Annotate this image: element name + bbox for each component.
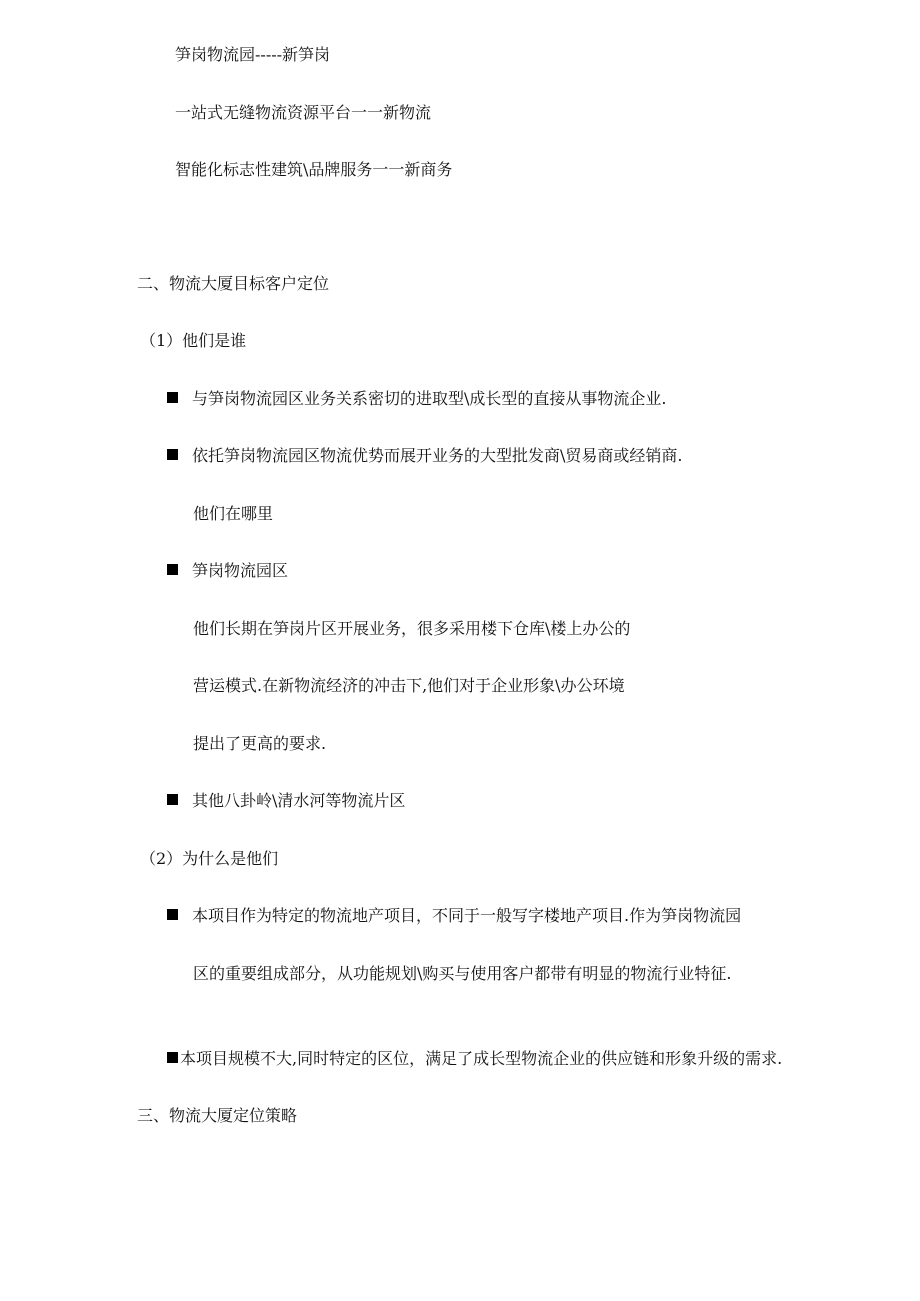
intro-line-1: 笋岗物流园-----新笋岗 <box>175 45 331 64</box>
square-bullet-icon <box>167 392 178 403</box>
paragraph-line: 营运模式.在新物流经济的冲击下,他们对于企业形象\办公环境 <box>193 676 625 695</box>
intro-line-3: 智能化标志性建筑\品牌服务一一新商务 <box>175 160 453 179</box>
subsection-1-heading: （1）他们是谁 <box>140 331 247 350</box>
square-bullet-icon <box>167 909 178 920</box>
bullet-item <box>167 1049 782 1069</box>
square-bullet-icon <box>167 794 178 805</box>
bullet-text: 其他八卦岭\清水河等物流片区 <box>192 791 406 810</box>
section-2-heading: 二、物流大厦目标客户定位 <box>137 274 330 293</box>
paragraph-line: 他们长期在笋岗片区开展业务，很多采用楼下仓库\楼上办公的 <box>193 619 631 638</box>
bullet-text: 依托笋岗物流园区物流优势而展开业务的大型批发商\贸易商或经销商. <box>192 446 683 465</box>
section-3-heading: 三、物流大厦定位策略 <box>137 1106 298 1125</box>
subsection-2-heading: （2）为什么是他们 <box>140 849 279 868</box>
square-bullet-icon <box>167 449 178 460</box>
bullet-text: 笋岗物流园区 <box>192 561 289 580</box>
bullet-item <box>167 561 288 581</box>
bullet-text: 本项目作为特定的物流地产项目，不同于一般写字楼地产项目.作为笋岗物流园 <box>192 906 742 925</box>
bullet-text: 与笋岗物流园区业务关系密切的进取型\成长型的直接从事物流企业. <box>192 389 667 408</box>
bullet-item <box>167 389 666 409</box>
square-bullet-icon <box>167 564 178 575</box>
bullet-item <box>167 791 405 811</box>
bullet-text: 本项目规模不大,同时特定的区位，满足了成长型物流企业的供应链和形象升级的需求. <box>180 1049 783 1068</box>
intro-line-2: 一站式无缝物流资源平台一一新物流 <box>175 103 432 122</box>
where-heading: 他们在哪里 <box>193 504 274 523</box>
paragraph-line: 提出了更高的要求. <box>193 734 327 753</box>
bullet-item <box>167 446 682 466</box>
bullet-item <box>167 906 741 926</box>
square-bullet-icon <box>167 1052 178 1063</box>
bullet-continuation: 区的重要组成部分，从功能规划\购买与使用客户都带有明显的物流行业特征. <box>193 964 732 983</box>
